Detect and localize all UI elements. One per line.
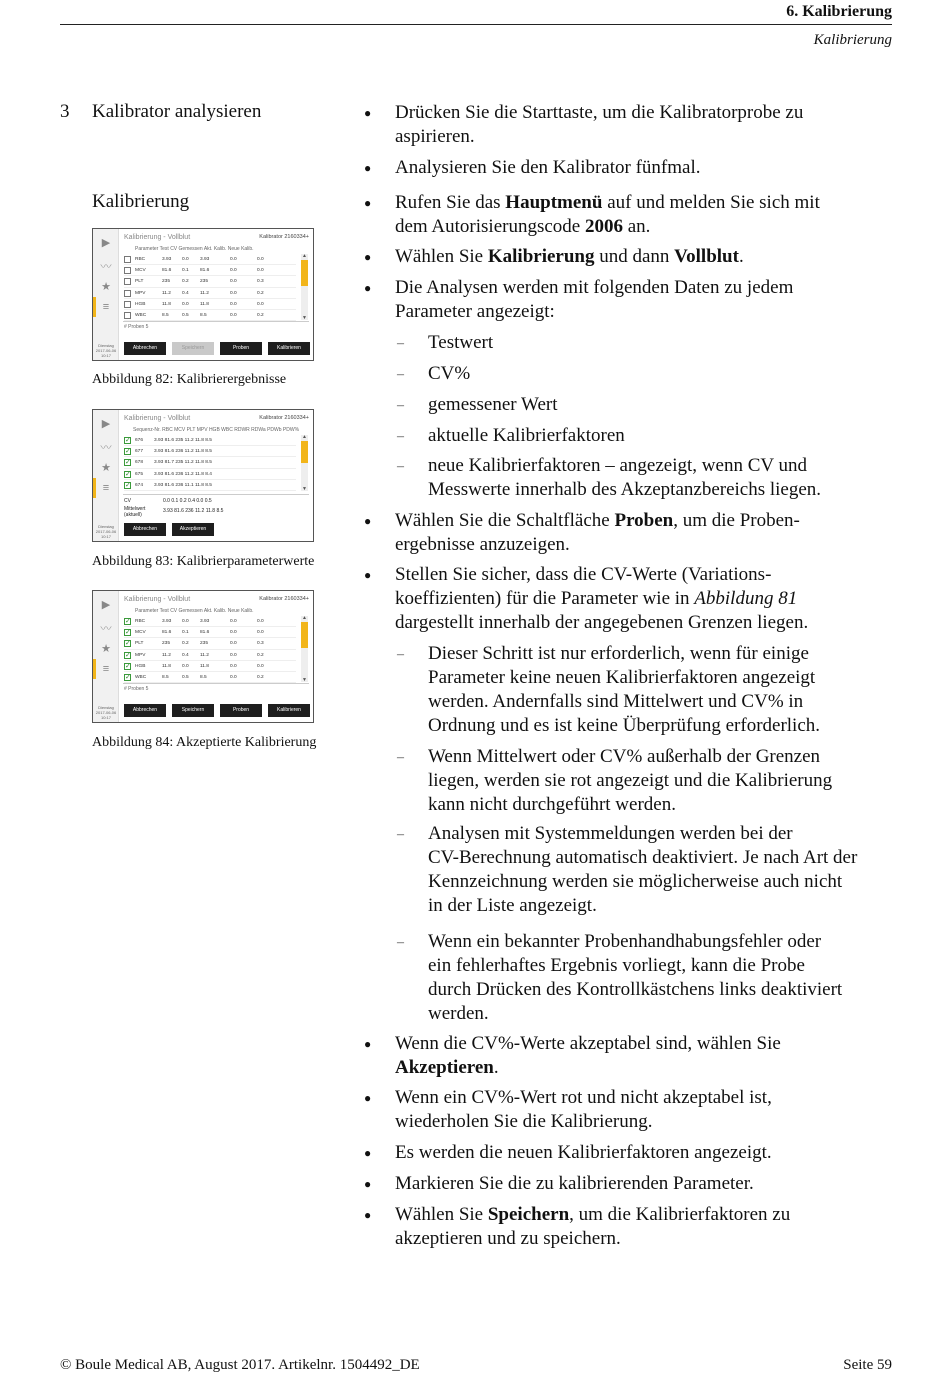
table-row — [124, 299, 296, 310]
table-row — [124, 469, 296, 480]
table-cell: 11.2 — [200, 652, 209, 658]
table-cell: 81.6 — [162, 268, 172, 274]
chart-icon: 〰 — [100, 261, 112, 273]
text-line — [395, 509, 800, 533]
table-row — [124, 276, 296, 287]
page-number: Seite 59 — [843, 1357, 892, 1373]
dash-text — [428, 930, 842, 1026]
table-cell: 81.6 — [162, 630, 172, 636]
text-run: auf und melden Sie sich mit — [602, 192, 820, 213]
dash-text: aktuelle Kalibrierfaktoren — [428, 425, 625, 446]
star-icon: ★ — [101, 281, 111, 293]
scrollbar — [301, 254, 308, 320]
menu-icon: ≡ — [102, 301, 110, 313]
table-cell: 3.93 81.6 236 11.2 11.8 8.5 — [154, 449, 212, 455]
table-cell: 0.1 — [182, 268, 189, 274]
row-checkbox — [124, 459, 131, 466]
row-checkbox — [124, 640, 131, 647]
play-icon: ▶ — [101, 418, 111, 430]
dash-text — [428, 642, 820, 738]
bullet-icon: ● — [364, 568, 372, 582]
table-cell: 8.5 — [200, 312, 207, 318]
text-line: durch Drücken des Kontrollkästchens links deaktiviert — [428, 979, 843, 1000]
table-cell: 0.4 — [182, 652, 189, 658]
dash-text: CV% — [428, 363, 471, 384]
bullet-text — [395, 276, 793, 324]
active-marker — [93, 478, 96, 498]
text-line: in der Liste angezeigt. — [428, 895, 597, 916]
table-cell: 235 — [162, 641, 171, 647]
sample-rows — [124, 435, 296, 491]
table-cell: 11.2 — [162, 290, 171, 296]
probe-count: # Proben 5 — [124, 686, 149, 692]
probe-count: # Proben 5 — [124, 324, 149, 330]
text-line — [395, 215, 820, 239]
table-cell: 81.6 — [200, 630, 210, 636]
scroll-thumb — [301, 441, 308, 463]
table-cell: 0.2 — [182, 279, 189, 285]
table-cell: 3.93 81.7 235 11.2 11.8 8.5 — [154, 460, 212, 466]
bullet-icon: ● — [364, 250, 372, 264]
table-cell: 0.1 — [182, 630, 189, 636]
calibrate-button: Kalibrieren — [268, 342, 310, 355]
dash-icon: – — [397, 429, 404, 444]
table-cell: 676 — [135, 438, 144, 443]
table-cell: HGB — [135, 663, 146, 669]
step-number: 3 — [60, 101, 70, 122]
table-cell: 3.93 81.6 235 11.2 11.8 8.5 — [154, 438, 212, 443]
screen-title: Kalibrierung - Vollblut — [124, 596, 191, 603]
table-cell: 0.0 — [257, 301, 264, 307]
screen-sidebar — [93, 410, 119, 541]
calibration-parameters-screenshot — [92, 409, 314, 542]
row-checkbox — [124, 471, 131, 478]
scroll-thumb — [301, 622, 308, 648]
bullet-icon: ● — [364, 281, 372, 295]
table-cell: 0.0 — [230, 312, 237, 318]
table-cell: 0.2 — [182, 641, 189, 647]
table-cell: HGB — [135, 301, 146, 307]
dash-text: gemessener Wert — [428, 394, 558, 415]
table-cell: MCV — [135, 268, 146, 274]
scroll-thumb — [301, 260, 308, 286]
bullet-icon: ● — [364, 196, 372, 210]
row-checkbox — [124, 629, 131, 636]
bullet-icon: ● — [364, 1177, 372, 1191]
table-cell: 11.2 — [162, 652, 171, 658]
table-cell: WBC — [135, 674, 147, 680]
dash-text: Testwert — [428, 332, 494, 353]
text-run: und dann — [594, 246, 675, 267]
screen-date: Dienstag 2017-06-06 10:17 — [95, 343, 117, 358]
dash-icon: – — [397, 935, 404, 950]
table-cell: 0.0 — [182, 663, 189, 669]
table-cell: 674 — [135, 482, 144, 488]
text-run: dem Autorisierungscode — [395, 216, 585, 237]
scroll-down-icon: ▼ — [302, 677, 307, 683]
bullet-text — [395, 245, 744, 269]
button-term: Akzeptieren — [395, 1057, 494, 1078]
bullet-text — [395, 101, 803, 149]
samples-button: Proben — [220, 342, 262, 355]
row-checkbox — [124, 267, 131, 274]
menu-term: Kalibrierung — [487, 246, 595, 267]
table-cell: 0.3 — [257, 279, 264, 285]
table-cell: 8.5 — [200, 674, 207, 680]
menu-icon: ≡ — [102, 663, 110, 675]
table-cell: 235 — [200, 641, 209, 647]
table-cell: 81.6 — [200, 268, 210, 274]
row-checkbox — [124, 482, 131, 489]
screen-title: Kalibrierung - Vollblut — [124, 415, 191, 422]
table-cell: 0.0 — [230, 268, 237, 274]
chart-icon: 〰 — [100, 623, 112, 635]
text-line — [395, 191, 820, 215]
table-cell: 0.2 — [257, 312, 264, 318]
bullet-icon: ● — [364, 1208, 372, 1222]
active-marker — [93, 659, 96, 679]
table-cell: 11.8 — [162, 301, 171, 307]
step-title: Kalibrator analysieren — [92, 101, 262, 122]
table-cell: 677 — [135, 449, 144, 455]
text-line: wiederholen Sie die Kalibrierung. — [395, 1111, 653, 1132]
text-run: , um die Proben- — [673, 510, 800, 531]
table-cell: 8.5 — [162, 674, 169, 680]
text-line: werden. — [428, 1003, 489, 1024]
table-cell: 675 — [135, 471, 144, 477]
figure-caption: Abbildung 82: Kalibrierergebnisse — [92, 372, 287, 387]
table-row — [124, 661, 296, 672]
dash-icon: – — [397, 827, 404, 842]
table-cell: MPV — [135, 290, 146, 296]
calibrator-number: Kalibrator 2160334+ — [259, 234, 309, 240]
text-line: Parameter angezeigt: — [395, 301, 555, 322]
scroll-up-icon: ▲ — [302, 253, 307, 259]
auth-code: 2006 — [584, 216, 623, 237]
screen-date: Dienstag 2017-06-06 10:17 — [95, 524, 117, 539]
scroll-down-icon: ▼ — [302, 315, 307, 321]
table-cell: 0.0 — [230, 257, 237, 262]
active-marker — [93, 297, 96, 317]
bullet-text — [395, 1032, 781, 1080]
table-cell: 0.0 — [230, 290, 237, 296]
calibrator-number: Kalibrator 2160334+ — [259, 415, 309, 421]
text-line — [395, 1203, 790, 1227]
table-cell: 0.0 — [230, 641, 237, 647]
parameter-rows — [124, 254, 296, 321]
table-cell: PLT — [135, 641, 144, 647]
text-line: Dieser Schritt ist nur erforderlich, wenn für einige — [428, 643, 809, 664]
table-row — [124, 310, 296, 321]
table-cell: 0.0 — [230, 279, 237, 285]
table-cell: RBC — [135, 619, 146, 624]
star-icon: ★ — [101, 643, 111, 655]
table-row — [124, 627, 296, 638]
table-cell: MPV — [135, 652, 146, 658]
table-cell: MCV — [135, 630, 146, 636]
row-checkbox — [124, 448, 131, 455]
table-cell: 11.8 — [200, 301, 209, 307]
table-cell: 0.0 — [182, 301, 189, 307]
screen-date: Dienstag 2017-06-06 10:17 — [95, 705, 117, 720]
scrollbar — [301, 435, 308, 491]
table-cell: 0.0 — [230, 619, 237, 624]
bullet-icon: ● — [364, 514, 372, 528]
table-row — [124, 288, 296, 299]
table-cell: 0.2 — [257, 290, 264, 296]
accepted-calibration-screenshot — [92, 590, 314, 723]
text-run: Wählen Sie — [395, 1204, 488, 1225]
calibrator-number: Kalibrator 2160334+ — [259, 596, 309, 602]
table-cell: WBC — [135, 312, 147, 318]
star-icon: ★ — [101, 462, 111, 474]
table-cell: 0.0 — [257, 630, 264, 636]
row-checkbox — [124, 663, 131, 670]
divider — [123, 494, 309, 495]
dash-text — [428, 454, 821, 502]
play-icon: ▶ — [101, 599, 111, 611]
table-cell: PLT — [135, 279, 144, 285]
text-line: werden. Andernfalls sind Mittelwert und CV% in — [428, 691, 804, 712]
screen-sidebar — [93, 591, 119, 722]
text-line: Wenn die CV%-Werte akzeptabel sind, wählen Sie — [395, 1033, 781, 1054]
menu-term: Hauptmenü — [505, 192, 603, 213]
table-cell: 8.5 — [162, 312, 169, 318]
text-line: akzeptieren und zu speichern. — [395, 1228, 621, 1249]
text-line: neue Kalibrierfaktoren – angezeigt, wenn CV und — [428, 455, 807, 476]
table-cell: 0.0 — [230, 301, 237, 307]
text-line: kann nicht durchgeführt werden. — [428, 794, 676, 815]
table-row — [124, 457, 296, 468]
row-checkbox — [124, 437, 131, 444]
text-line: CV-Berechnung automatisch deaktiviert. Je nach Art der — [428, 847, 858, 868]
table-cell: 0.0 — [230, 652, 237, 658]
bullet-text — [395, 509, 800, 557]
text-line — [395, 587, 808, 611]
table-row — [124, 480, 296, 491]
table-cell: 0.0 — [257, 619, 264, 624]
mean-label: Mittelwert (aktuell) — [124, 506, 146, 518]
menu-term: Vollblut — [674, 246, 739, 267]
row-checkbox — [124, 278, 131, 285]
table-cell: 235 — [200, 279, 209, 285]
text-line: Wenn ein bekannter Probenhandhabungsfehler oder — [428, 931, 822, 952]
mean-values: 3.93 81.6 236 11.2 11.8 8.5 — [163, 508, 224, 514]
text-line: Ordnung und es ist keine Überprüfung erforderlich. — [428, 715, 821, 736]
text-run: . — [493, 1057, 499, 1078]
calibration-results-screenshot — [92, 228, 314, 361]
bullet-icon: ● — [364, 1037, 372, 1051]
table-cell: 11.8 — [200, 663, 209, 669]
header-rule — [60, 24, 892, 25]
table-row — [124, 446, 296, 457]
cv-values: 0.0 0.1 0.2 0.4 0.0 0.5 — [163, 498, 212, 504]
text-run: . — [738, 246, 744, 267]
button-term: Proben — [614, 510, 674, 531]
scroll-up-icon: ▲ — [302, 615, 307, 621]
table-row — [124, 650, 296, 661]
table-cell: 3.93 — [162, 257, 172, 262]
text-line: Wenn ein CV%-Wert rot und nicht akzeptabel ist, — [395, 1087, 772, 1108]
text-run: Rufen Sie das — [395, 192, 506, 213]
text-run: an. — [622, 216, 651, 237]
bullet-text — [395, 563, 808, 635]
table-cell: 0.3 — [257, 641, 264, 647]
samples-button: Proben — [220, 704, 262, 717]
cancel-button: Abbrechen — [124, 704, 166, 717]
text-line: dargestellt innerhalb der angegebenen Grenzen liegen. — [395, 612, 809, 633]
dash-text — [428, 822, 857, 918]
text-run: koeffizienten) für die Parameter wie in — [395, 588, 695, 609]
divider — [123, 321, 309, 322]
parameter-rows — [124, 616, 296, 683]
table-row — [124, 435, 296, 446]
text-line: Wenn Mittelwert oder CV% außerhalb der Grenzen — [428, 746, 821, 767]
dash-icon: – — [397, 367, 404, 382]
play-icon: ▶ — [101, 237, 111, 249]
table-cell: 0.2 — [257, 674, 264, 680]
row-checkbox — [124, 290, 131, 297]
cancel-button: Abbrechen — [124, 523, 166, 536]
table-cell: 0.0 — [182, 619, 189, 624]
dash-icon: – — [397, 459, 404, 474]
table-cell: 0.0 — [257, 257, 264, 262]
table-cell: 0.0 — [230, 663, 237, 669]
text-run: Wählen Sie — [395, 246, 488, 267]
column-header: Parameter Test CV Gemessen Akt. Kalib. Neue Kalib. — [135, 246, 254, 252]
bullet-icon: ● — [364, 161, 372, 175]
table-cell: 3.93 — [200, 257, 210, 262]
table-cell: 3.93 81.6 236 11.1 11.8 8.5 — [154, 482, 212, 488]
text-run: Wählen Sie die Schaltfläche — [395, 510, 615, 531]
row-checkbox — [124, 256, 131, 263]
bullet-icon: ● — [364, 1146, 372, 1160]
sub-title: Kalibrierung — [92, 191, 190, 212]
row-checkbox — [124, 618, 131, 625]
text-line: aspirieren. — [395, 126, 475, 147]
text-line: Analysen mit Systemmeldungen werden bei der — [428, 823, 793, 844]
table-row — [124, 616, 296, 627]
column-header: Parameter Test CV Gemessen Akt. Kalib. Neue Kalib. — [135, 608, 254, 614]
table-cell: 0.0 — [230, 630, 237, 636]
table-cell: 11.8 — [162, 663, 171, 669]
dash-icon: – — [397, 336, 404, 351]
scroll-up-icon: ▲ — [302, 434, 307, 440]
accept-button: Akzeptieren — [172, 523, 214, 536]
text-line: Messwerte innerhalb des Akzeptanzbereichs liegen. — [428, 479, 822, 500]
table-cell: 0.5 — [182, 674, 189, 680]
table-row — [124, 254, 296, 265]
screen-sidebar — [93, 229, 119, 360]
calibrate-button: Kalibrieren — [268, 704, 310, 717]
text-line — [395, 1056, 781, 1080]
text-line: ergebnisse anzuzeigen. — [395, 534, 570, 555]
figure-caption: Abbildung 83: Kalibrierparameterwerte — [92, 554, 315, 569]
table-cell: 0.2 — [257, 652, 264, 658]
copyright: © Boule Medical AB, August 2017. Artikelnr. 1504492_DE — [60, 1357, 420, 1373]
text-line: Stellen Sie sicher, dass die CV-Werte (Variations- — [395, 564, 772, 585]
chart-icon: 〰 — [100, 442, 112, 454]
figure-reference: Abbildung 81 — [694, 588, 798, 609]
table-cell: 0.0 — [257, 268, 264, 274]
bullet-text — [395, 1086, 772, 1134]
table-cell: 3.93 — [200, 619, 210, 624]
save-button: Speichern — [172, 342, 214, 355]
column-header: Sequenz-Nr. RBC MCV PLT MPV HGB WBC RDWR RDWa PDWb PDW% — [133, 427, 300, 433]
divider — [123, 683, 309, 684]
table-cell: 3.93 81.6 236 11.2 11.8 8.4 — [154, 471, 212, 477]
button-term: Speichern — [487, 1204, 570, 1225]
section-title: Kalibrierung — [813, 32, 892, 48]
row-checkbox — [124, 301, 131, 308]
bullet-text: Analysieren Sie den Kalibrator fünfmal. — [395, 157, 701, 178]
text-line: Drücken Sie die Starttaste, um die Kalibratorprobe zu — [395, 102, 804, 123]
row-checkbox — [124, 312, 131, 319]
bullet-icon: ● — [364, 106, 372, 120]
dash-icon: – — [397, 750, 404, 765]
table-cell: 0.0 — [230, 674, 237, 680]
bullet-text: Markieren Sie die zu kalibrierenden Parameter. — [395, 1173, 754, 1194]
chapter-title: 6. Kalibrierung — [786, 3, 892, 20]
text-line: ein fehlerhaftes Ergebnis vorliegt, kann die Probe — [428, 955, 805, 976]
scrollbar — [301, 616, 308, 682]
text-line: liegen, werden sie rot angezeigt und die Kalibrierung — [428, 770, 833, 791]
bullet-text — [395, 191, 820, 239]
table-cell: 0.4 — [182, 290, 189, 296]
table-cell: 0.0 — [257, 663, 264, 669]
table-cell: 235 — [162, 279, 171, 285]
bullet-icon: ● — [364, 1091, 372, 1105]
screen-title: Kalibrierung - Vollblut — [124, 234, 191, 241]
text-line: Parameter keine neuen Kalibrierfaktoren angezeigt — [428, 667, 816, 688]
table-row — [124, 265, 296, 276]
scroll-down-icon: ▼ — [302, 486, 307, 492]
table-cell: 0.0 — [182, 257, 189, 262]
table-cell: 11.2 — [200, 290, 209, 296]
text-run: , um die Kalibrierfaktoren zu — [569, 1204, 791, 1225]
bullet-text — [395, 1203, 790, 1251]
table-row — [124, 672, 296, 683]
figure-caption: Abbildung 84: Akzeptierte Kalibrierung — [92, 735, 317, 750]
cancel-button: Abbrechen — [124, 342, 166, 355]
row-checkbox — [124, 674, 131, 681]
table-cell: 3.93 — [162, 619, 172, 624]
cv-label: CV — [124, 498, 131, 504]
table-cell: 0.5 — [182, 312, 189, 318]
dash-icon: – — [397, 398, 404, 413]
dash-text — [428, 745, 832, 817]
row-checkbox — [124, 652, 131, 659]
table-cell: RBC — [135, 257, 146, 262]
dash-icon: – — [397, 647, 404, 662]
text-line: Die Analysen werden mit folgenden Daten zu jedem — [395, 277, 794, 298]
save-button: Speichern — [172, 704, 214, 717]
bullet-text: Es werden die neuen Kalibrierfaktoren angezeigt. — [395, 1142, 772, 1163]
menu-icon: ≡ — [102, 482, 110, 494]
table-row — [124, 638, 296, 649]
table-cell: 678 — [135, 460, 144, 466]
text-line: Kennzeichnung werden sie möglicherweise auch nicht — [428, 871, 843, 892]
